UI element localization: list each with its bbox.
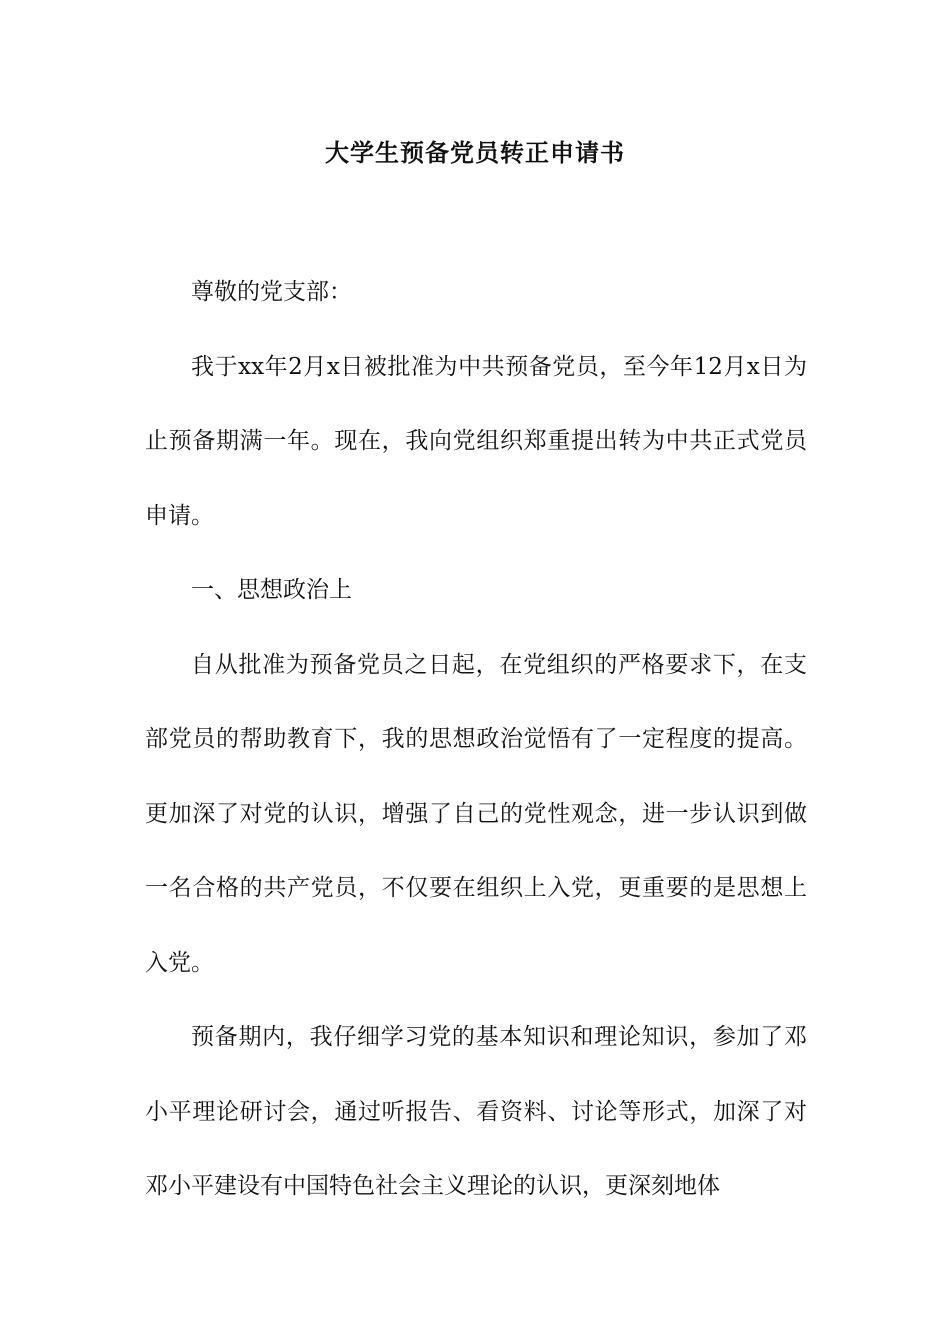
document-body: [145, 255, 807, 1224]
salutation: 尊敬的党支部：: [191, 279, 352, 305]
paragraph-political-awareness: 自从批准为预备党员之日起，在党组织的严格要求下，在支部党员的帮助教育下，我的思想政治觉悟有了一定程度的提高。更加深了对党的认识，增强了自己的党性观念，进一步认识到做一名合格的共产党员，不仅要在组织上入党，更重要的是思想上入党。: [145, 651, 807, 976]
section-heading-ideology-politics: 一、思想政治上: [191, 577, 352, 603]
document-title: 大学生预备党员转正申请书: [325, 138, 625, 167]
paragraph-application: 我于xx年2月x日被批准为中共预备党员，至今年12月x日为止预备期满一年。现在，我向党组织郑重提出转为中共正式党员申请。: [145, 353, 807, 529]
paragraph-study-theory: 预备期内，我仔细学习党的基本知识和理论知识，参加了邓小平理论研讨会，通过听报告、看资料、讨论等形式，加深了对邓小平建设有中国特色社会主义理论的认识，更深刻地体: [145, 1024, 807, 1199]
